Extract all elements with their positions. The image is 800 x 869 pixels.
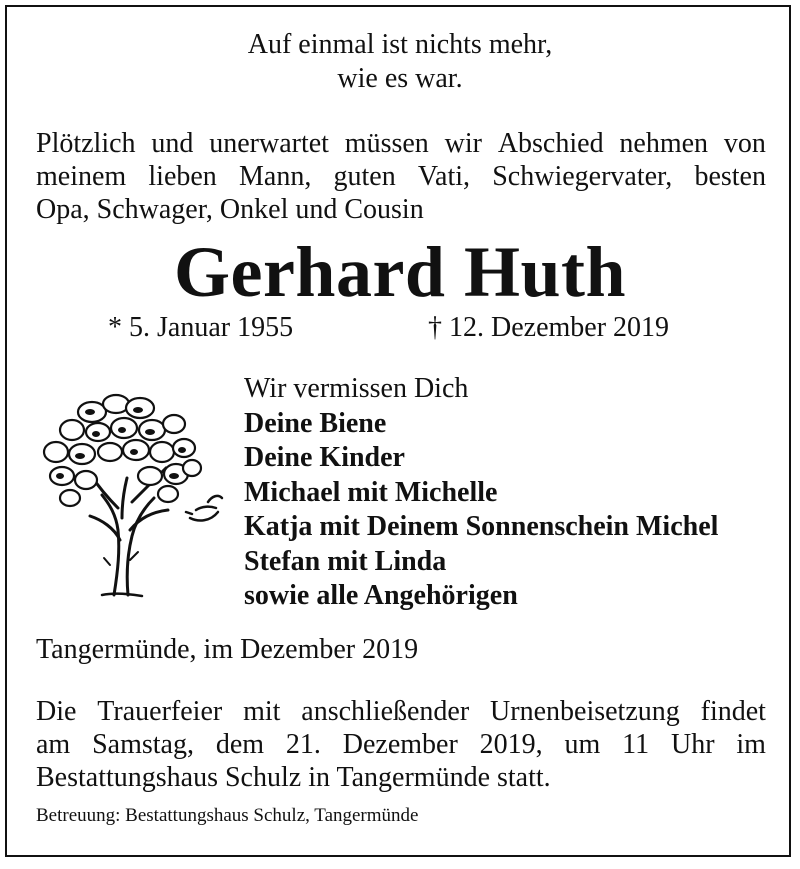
mourner-name: Stefan mit Linda xyxy=(244,545,447,577)
word: 21. xyxy=(285,729,321,760)
ceremony-line-1 xyxy=(36,695,766,728)
word: meinem xyxy=(36,161,127,192)
word: guten xyxy=(333,161,396,192)
tree-icon xyxy=(32,390,228,600)
mourner-name: Michael mit Michelle xyxy=(244,476,498,508)
word: 11 xyxy=(622,729,650,760)
birth-date: * 5. Januar 1955 xyxy=(108,312,294,343)
word: dem xyxy=(215,729,265,760)
word: mit xyxy=(243,696,281,727)
word: Trauerfeier xyxy=(97,696,223,727)
word: anschließender xyxy=(301,696,470,727)
motto-line-2: wie es war. xyxy=(337,63,463,94)
word: Urnenbeisetzung xyxy=(490,696,680,727)
word: Dezember xyxy=(342,729,458,760)
word: findet xyxy=(700,696,766,727)
word: und xyxy=(151,128,194,159)
ceremony-line-3: Bestattungshaus Schulz in Tangermünde statt. xyxy=(36,762,551,793)
word: lieben xyxy=(148,161,217,192)
mourner-name: Deine Kinder xyxy=(244,442,405,473)
intro-line-1 xyxy=(36,127,766,160)
word: Vati, xyxy=(417,161,471,192)
motto xyxy=(0,28,800,96)
word: Plötzlich xyxy=(36,128,136,159)
death-date: † 12. Dezember 2019 xyxy=(428,312,670,343)
funeral-home-credit: Betreuung: Bestattungshaus Schulz, Tangermünde xyxy=(36,805,419,826)
word: am xyxy=(36,729,71,760)
ceremony-line-2 xyxy=(36,728,766,761)
mourner-name: sowie alle Angehörigen xyxy=(244,580,518,611)
mourners-list xyxy=(244,372,718,614)
bird-icon xyxy=(186,496,222,521)
word: wir xyxy=(444,128,482,159)
motto-line-1: Auf einmal ist nichts mehr, xyxy=(247,29,553,60)
mourner-name: Katja mit Deinem Sonnenschein Michel xyxy=(244,511,719,542)
word: nehmen xyxy=(619,128,709,159)
word: Mann, xyxy=(239,161,312,192)
intro-line-3: Opa, Schwager, Onkel und Cousin xyxy=(36,194,424,225)
word: Uhr xyxy=(671,729,715,760)
word: Abschied xyxy=(497,128,604,159)
place-and-date: Tangermünde, im Dezember 2019 xyxy=(36,634,419,665)
intro-text xyxy=(36,127,766,226)
word: um xyxy=(564,729,601,760)
word: unerwartet xyxy=(209,128,329,159)
ceremony-text xyxy=(36,695,766,794)
word: müssen xyxy=(344,128,429,159)
intro-line-2 xyxy=(36,160,766,193)
word: Schwiegervater, xyxy=(492,161,673,192)
word: Die xyxy=(36,696,77,727)
mourner-name: Deine Biene xyxy=(244,407,387,439)
word: besten xyxy=(694,161,766,192)
word: Samstag, xyxy=(92,729,194,760)
word: im xyxy=(736,729,766,760)
word: von xyxy=(723,128,766,159)
deceased-name: Gerhard Huth xyxy=(173,232,627,312)
mourners-heading: Wir vermissen Dich xyxy=(244,373,469,404)
word: 2019, xyxy=(479,729,543,760)
